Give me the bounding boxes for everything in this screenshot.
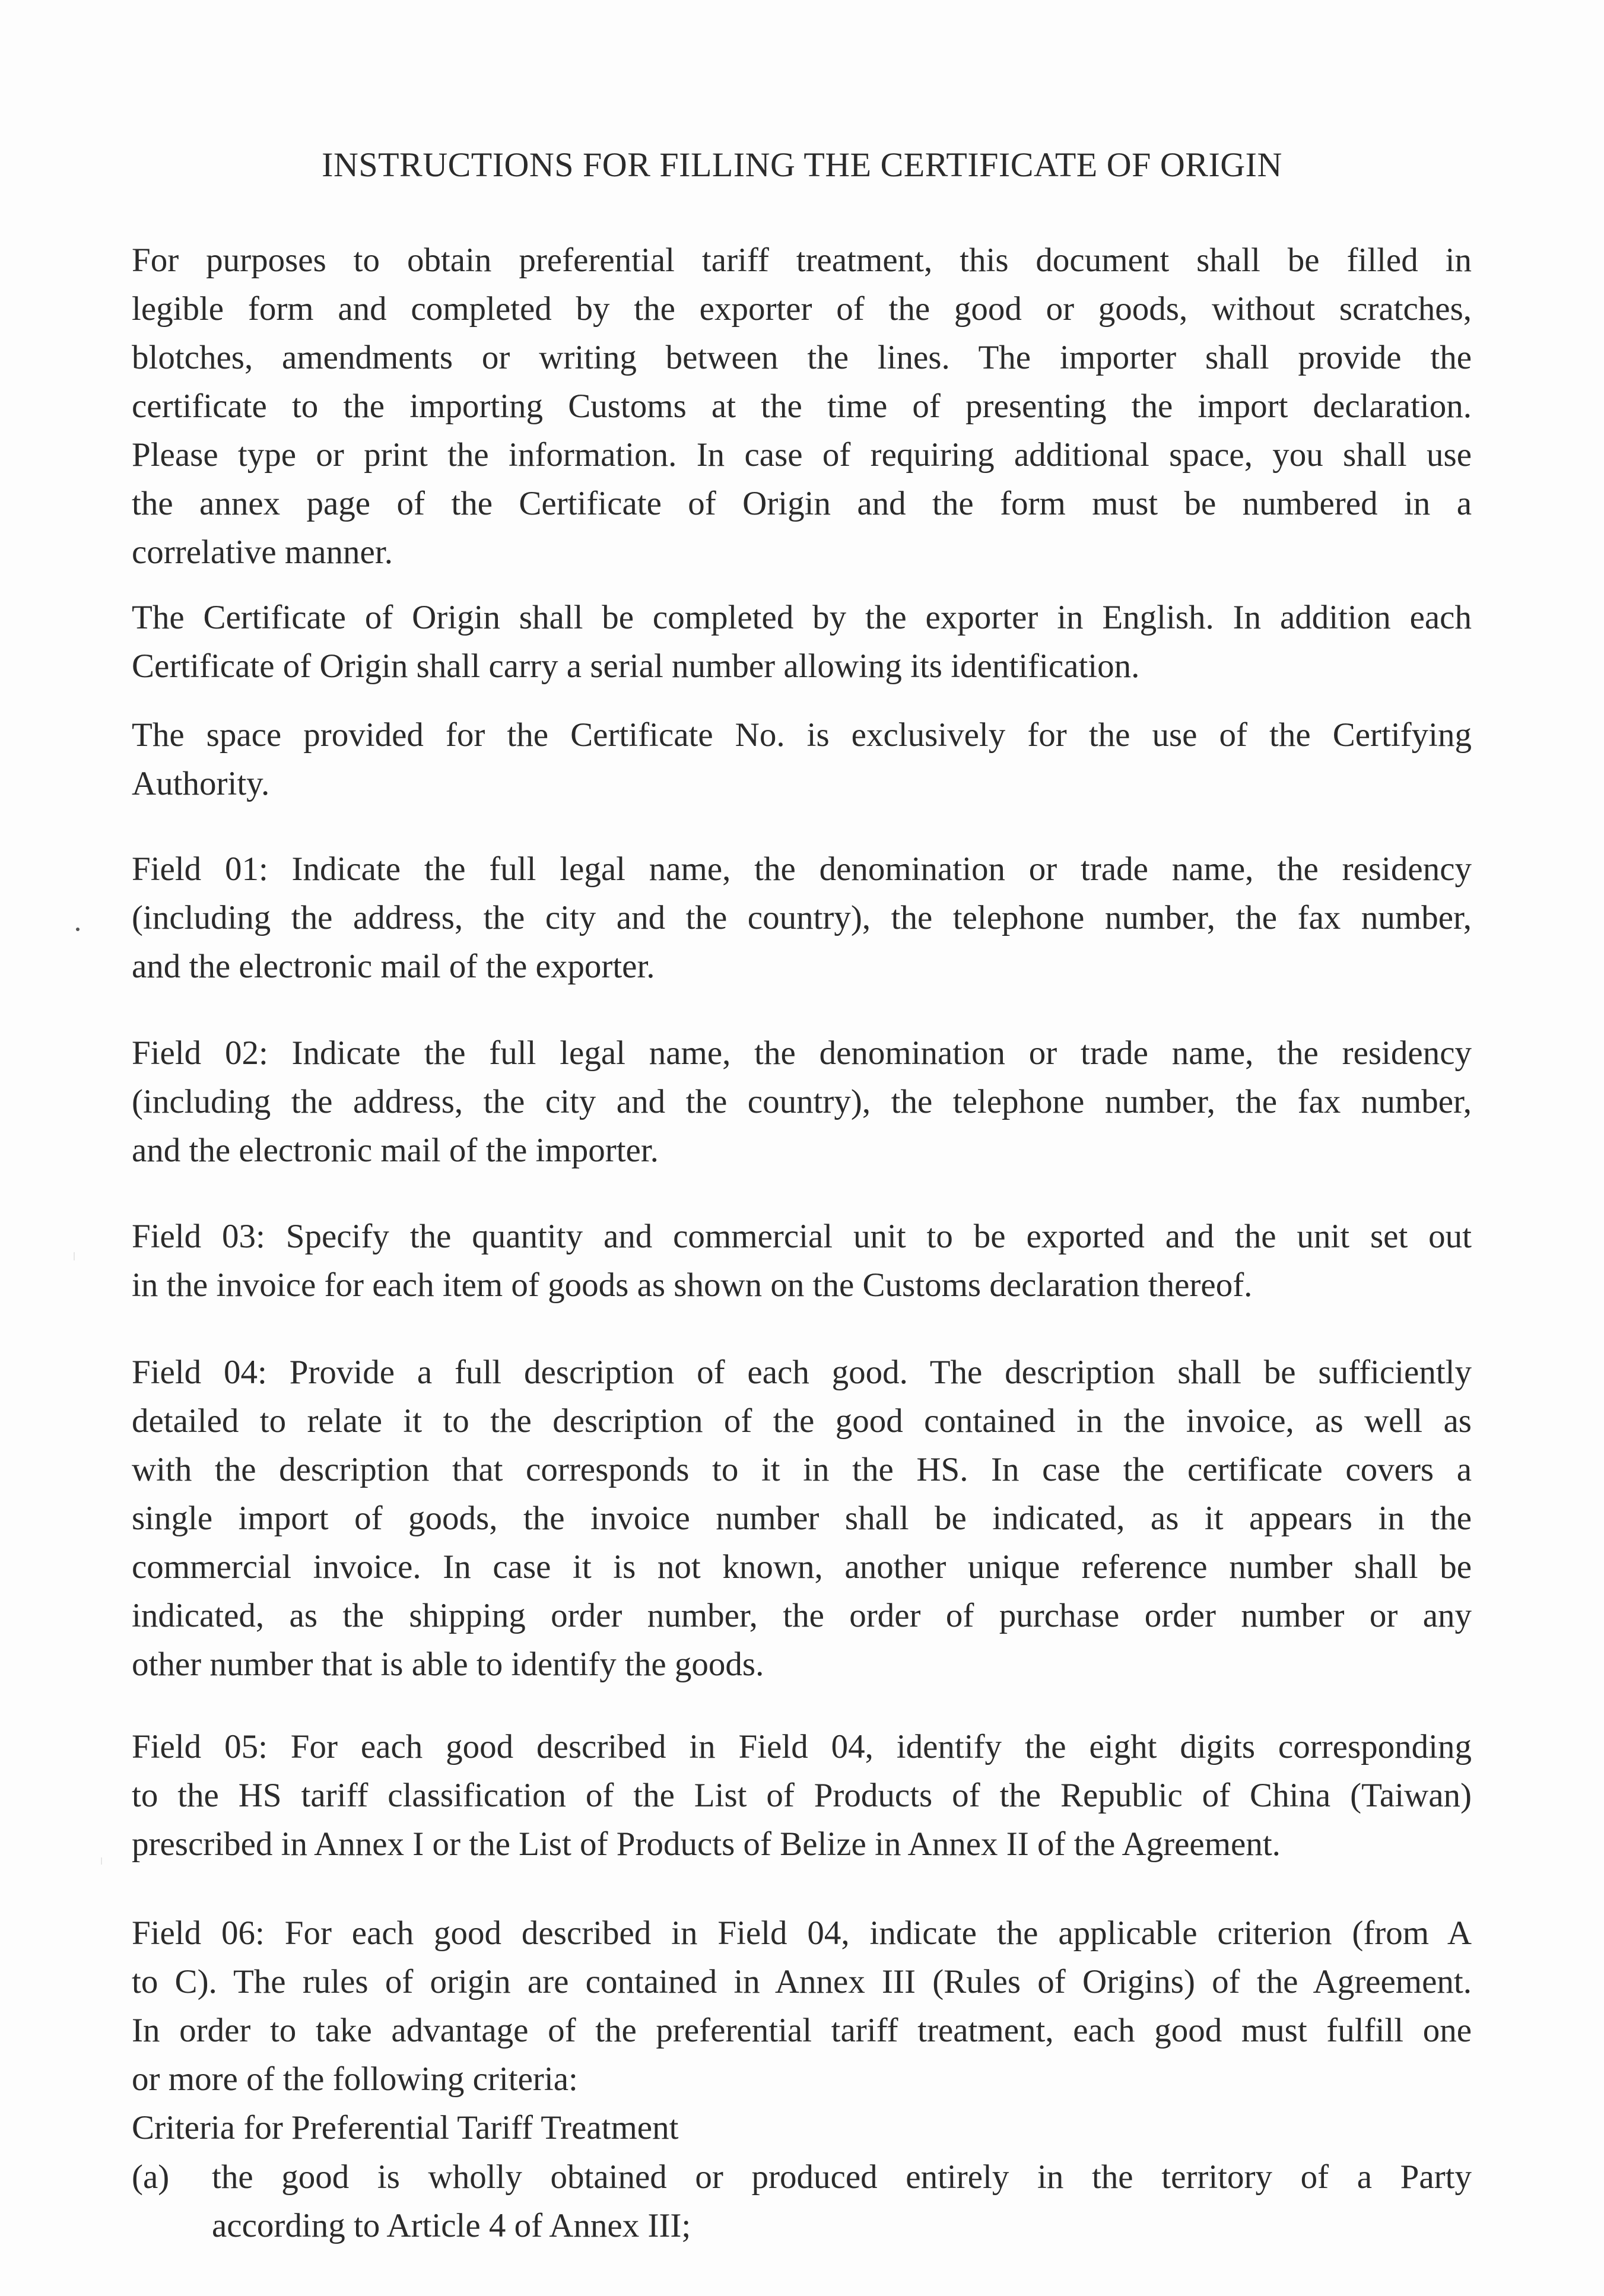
text-line: and the electronic mail of the exporter. (132, 948, 655, 985)
scan-speck (76, 928, 80, 931)
text-line: Please type or print the information. In case of requiring additional space, you shall use (132, 436, 1472, 474)
text-line: Certificate of Origin shall carry a serial number allowing its identification. (132, 647, 1140, 685)
text-line: the annex page of the Certificate of Origin and the form must be numbered in a (132, 485, 1472, 522)
certificate-no-note-paragraph (132, 711, 1472, 808)
criterion-body (212, 2153, 1472, 2250)
field-02-paragraph (132, 1029, 1472, 1175)
text-line: correlative manner. (132, 533, 393, 571)
text-line: In order to take advantage of the preferential tariff treatment, each good must fulfill one (132, 2012, 1472, 2049)
field-03-paragraph (132, 1212, 1472, 1310)
text-line: Field 06: For each good described in Field 04, indicate the applicable criterion (from A (132, 1914, 1472, 1952)
text-line: single import of goods, the invoice number shall be indicated, as it appears in the (132, 1500, 1472, 1537)
criterion-label: (a) (132, 2158, 170, 2196)
text-line: to the HS tariff classification of the List of Products of the Republic of China (Taiwan) (132, 1777, 1472, 1814)
intro-paragraph (132, 236, 1472, 577)
text-line: detailed to relate it to the description of the good contained in the invoice, as well as (132, 1402, 1472, 1440)
text-line: or more of the following criteria: (132, 2060, 578, 2098)
criteria-heading: Criteria for Preferential Tariff Treatment (132, 2109, 679, 2146)
text-line: Field 05: For each good described in Field 04, identify the eight digits corresponding (132, 1728, 1472, 1765)
text-line: Authority. (132, 765, 270, 802)
scan-mark (74, 1252, 75, 1260)
field-04-paragraph (132, 1348, 1472, 1689)
text-line: prescribed in Annex I or the List of Products of Belize in Annex II of the Agreement. (132, 1825, 1281, 1863)
text-line: For purposes to obtain preferential tariff treatment, this document shall be filled in (132, 242, 1472, 279)
text-line: The Certificate of Origin shall be completed by the exporter in English. In addition each (132, 599, 1472, 636)
field-05-paragraph (132, 1723, 1472, 1869)
field-06-paragraph (132, 1909, 1472, 2104)
text-line: Field 02: Indicate the full legal name, the denomination or trade name, the residency (132, 1034, 1472, 1072)
text-line: blotches, amendments or writing between the lines. The importer shall provide the (132, 339, 1472, 376)
text-line: the good is wholly obtained or produced entirely in the territory of a Party (212, 2158, 1472, 2196)
scan-mark (101, 1857, 102, 1865)
text-line: (including the address, the city and the country), the telephone number, the fax number, (132, 899, 1472, 936)
text-line: certificate to the importing Customs at the time of presenting the import declaration. (132, 388, 1472, 425)
text-line: The space provided for the Certificate No. is exclusively for the use of the Certifying (132, 716, 1472, 754)
criterion-a (132, 2153, 1472, 2250)
document-title: INSTRUCTIONS FOR FILLING THE CERTIFICATE OF ORIGIN (322, 145, 1282, 184)
text-line: (including the address, the city and the country), the telephone number, the fax number, (132, 1083, 1472, 1120)
text-line: in the invoice for each item of goods as shown on the Customs declaration thereof. (132, 1266, 1253, 1304)
text-line: according to Article 4 of Annex III; (212, 2207, 691, 2244)
language-note-paragraph (132, 593, 1472, 691)
text-line: Field 01: Indicate the full legal name, the denomination or trade name, the residency (132, 850, 1472, 888)
text-line: legible form and completed by the exporter of the good or goods, without scratches, (132, 290, 1472, 328)
text-line: with the description that corresponds to it in the HS. In case the certificate covers a (132, 1451, 1472, 1488)
field-01-paragraph (132, 845, 1472, 991)
text-line: to C). The rules of origin are contained in Annex III (Rules of Origins) of the Agreement. (132, 1963, 1472, 2000)
text-line: indicated, as the shipping order number, the order of purchase order number or any (132, 1597, 1472, 1634)
text-line: commercial invoice. In case it is not known, another unique reference number shall be (132, 1548, 1472, 1586)
text-line: and the electronic mail of the importer. (132, 1132, 659, 1169)
text-line: other number that is able to identify the goods. (132, 1646, 764, 1683)
text-line: Field 04: Provide a full description of each good. The description shall be sufficiently (132, 1354, 1472, 1391)
text-line: Field 03: Specify the quantity and commercial unit to be exported and the unit set out (132, 1218, 1472, 1255)
